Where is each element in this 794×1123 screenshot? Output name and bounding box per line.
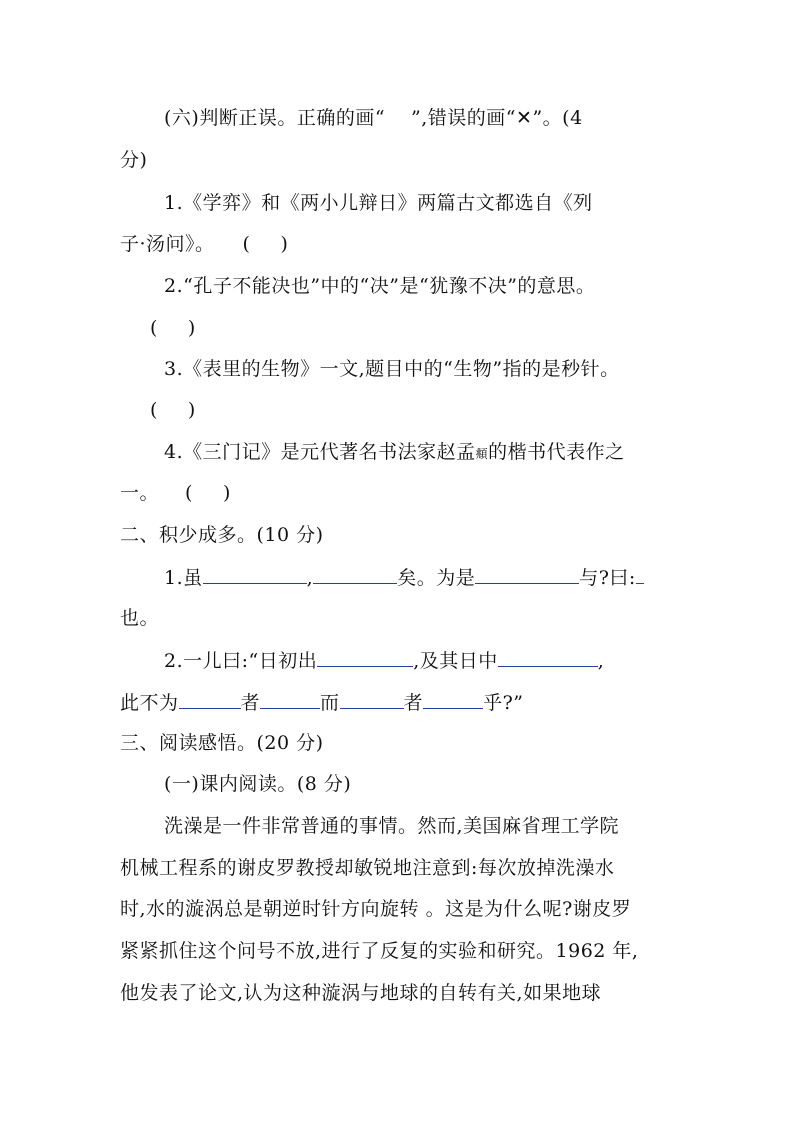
judge-item-4-text-a: 4.《三门记》是元代著名书法家赵孟 [164,441,476,463]
judge-item-4-text-c: 一。 [120,482,160,504]
section2-heading: 二、积少成多。(10 分) [120,524,324,546]
section6-heading-continued: 分) [120,149,148,171]
reading-para-line-2: 机械工程系的谢皮罗教授却敏锐地注意到:每次放掉洗澡水 [120,857,615,879]
fill-blank-2a[interactable] [317,648,413,667]
section3-sub-heading: (一)课内阅读。(8 分) [164,773,352,795]
section3-heading: 三、阅读感悟。(20 分) [120,732,324,754]
judge-item-4-small-char: 頫 [475,447,489,461]
cross-mark-icon: ✕ [516,107,533,129]
fill-blank-2e[interactable] [340,690,404,709]
judge-item-4-line1 [164,440,625,466]
answer-paren-2[interactable]: ( ) [150,317,196,339]
answer-paren-1[interactable]: ( ) [242,233,289,255]
fill-question-1-end: 也。 [120,607,160,629]
judge-item-3-line1: 3.《表里的生物》一文,题目中的“生物”指的是秒针。 [164,358,620,380]
fill-blank-2d[interactable] [260,690,320,709]
judge-item-1-line2 [120,232,288,256]
fill-question-1: 1.虽 , 矣。为是 与?曰: [164,565,644,590]
reading-para-line-1: 洗澡是一件非常普通的事情。然而,美国麻省理工学院 [164,815,620,837]
judge-item-1-line1: 1.《学弈》和《两小儿辩日》两篇古文都选自《列 [164,192,593,214]
judge-item-4-text-b: 的楷书代表作之 [488,441,625,463]
section6-heading-b: ”,错误的画“ [411,107,517,129]
section6-heading-a: (六)判断正误。正确的画“ [164,107,386,129]
fill-blank-2c[interactable] [179,690,241,709]
answer-paren-3[interactable]: ( ) [150,399,196,421]
answer-paren-4[interactable]: ( ) [185,482,231,504]
fill-blank-1d[interactable] [636,565,644,584]
reading-para-line-5: 他发表了论文,认为这种漩涡与地球的自转有关,如果地球 [120,982,602,1004]
section6-heading [164,106,583,130]
fill-question-2: 2.一儿曰:“日初出 ,及其日中 , [164,650,605,672]
reading-para-line-3: 时,水的漩涡总是朝逆时针方向旋转 。这是为什么呢?谢皮罗 [120,898,632,920]
fill-blank-1b[interactable] [313,565,397,584]
judge-item-4-line2 [120,481,231,505]
fill-blank-2b[interactable] [498,648,598,667]
fill-blank-1a[interactable] [203,565,307,584]
judge-item-2-line1: 2.“孔子不能决也”中的“决”是“犹豫不决”的意思。 [164,275,596,297]
fill-blank-1c[interactable] [475,565,579,584]
fill-blank-2f[interactable] [423,690,483,709]
section6-heading-c: ”。(4 [532,107,583,129]
fill-question-2-line2: 此不为 者 而 者 乎?” [120,692,524,714]
judge-item-1-text: 子·汤问》。 [120,233,215,255]
reading-para-line-4: 紧紧抓住这个问号不放,进行了反复的实验和研究。1962 年, [120,940,639,962]
